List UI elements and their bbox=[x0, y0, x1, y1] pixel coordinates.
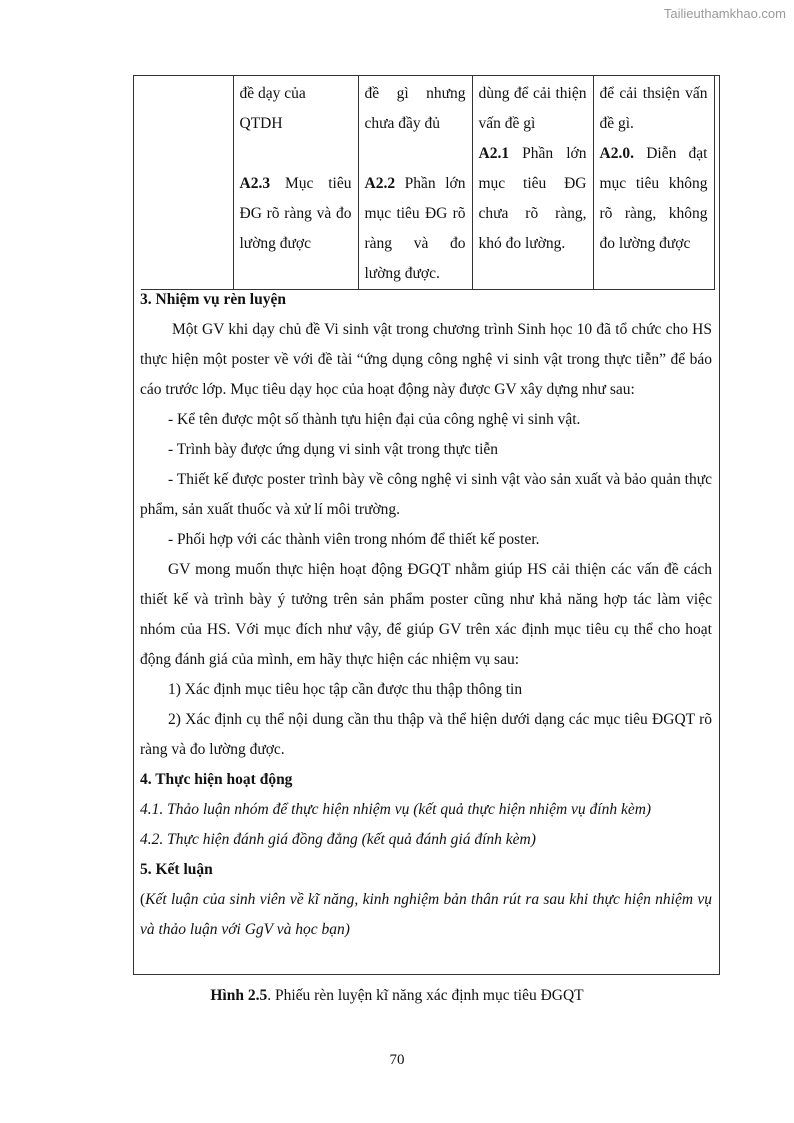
rubric-cell-a23 bbox=[233, 76, 358, 290]
page-number: 70 bbox=[389, 1052, 405, 1068]
section3-paragraph: GV mong muốn thực hiện hoạt động ĐGQT nhằm giúp HS cải thiện các vấn đề cách thiết kế và trình bày ý tưởng trên sản phẩm poster cũng như khả năng hợp tác làm việc nhóm của HS. Với mục đích như vậy, để giúp GV trên xác định mục tiêu cụ thể cho hoạt động đánh giá của mình, em hãy thực hiện các nhiệm vụ sau: bbox=[140, 561, 712, 668]
section5-heading: 5. Kết luận bbox=[140, 861, 213, 878]
rubric-row bbox=[141, 76, 714, 290]
rubric-level-label: A2.1 bbox=[478, 145, 510, 162]
worksheet-content bbox=[140, 285, 712, 945]
rubric-level-label: A2.0. bbox=[599, 145, 634, 162]
rubric-cell-text: đề dạy của bbox=[239, 85, 306, 102]
watermark: Tailieuthamkhao.com bbox=[663, 6, 786, 21]
rubric-level-desc: Diễn đạt mục tiêu không rõ ràng, không đo lường được bbox=[599, 145, 708, 252]
rubric-cell-text: đề gì nhưng chưa đầy đủ bbox=[364, 85, 466, 132]
rubric-table bbox=[141, 75, 715, 290]
rubric-level-desc: Mục tiêu ĐG rõ ràng và đo lường được bbox=[239, 175, 352, 252]
conclusion-body: Kết luận của sinh viên về kĩ năng, kinh nghiệm bản thân rút ra sau khi thực hiện nhiệm vụ và thảo luận với GgV và học bạn) bbox=[140, 891, 712, 938]
rubric-cell-text: để cải thsiện vấn đề gì. bbox=[599, 85, 708, 132]
figure-label: Hình 2.5 bbox=[210, 987, 268, 1004]
goal-item: - Phối hợp với các thành viên trong nhóm để thiết kế poster. bbox=[168, 531, 540, 548]
rubric-level-desc: Phần lớn mục tiêu ĐG rõ ràng và đo lường được. bbox=[364, 175, 466, 282]
rubric-empty-cell bbox=[141, 76, 233, 290]
rubric-level-desc: Phần lớn mục tiêu ĐG chưa rõ ràng, khó đo lường. bbox=[478, 145, 587, 252]
section3-heading: 3. Nhiệm vụ rèn luyện bbox=[140, 291, 286, 308]
section4-heading: 4. Thực hiện hoạt động bbox=[140, 771, 293, 788]
task-item: 1) Xác định mục tiêu học tập cần được thu thập thông tin bbox=[168, 681, 523, 698]
rubric-cell-text: dùng để cải thiện vấn đề gì bbox=[478, 85, 587, 132]
goal-item: - Kể tên được một số thành tựu hiện đại của công nghệ vi sinh vật. bbox=[168, 411, 581, 428]
rubric-level-label: A2.3 bbox=[239, 175, 271, 192]
rubric-level-label: A2.2 bbox=[364, 175, 396, 192]
activity-item: 4.2. Thực hiện đánh giá đồng đẳng (kết quả đánh giá đính kèm) bbox=[140, 831, 536, 848]
conclusion-text bbox=[140, 885, 712, 945]
rubric-cell-a20 bbox=[593, 76, 714, 290]
figure-title: . Phiếu rèn luyện kĩ năng xác định mục tiêu ĐGQT bbox=[267, 987, 584, 1004]
rubric-cell-a22 bbox=[358, 76, 472, 290]
task-item: 2) Xác định cụ thể nội dung cần thu thập và thể hiện dưới dạng các mục tiêu ĐGQT rõ ràng và đo lường được. bbox=[140, 711, 712, 758]
rubric-cell-a21 bbox=[472, 76, 593, 290]
figure-caption bbox=[0, 984, 794, 1008]
activity-item: 4.1. Thảo luận nhóm để thực hiện nhiệm vụ (kết quả thực hiện nhiệm vụ đính kèm) bbox=[140, 801, 652, 818]
goal-item: - Thiết kế được poster trình bày về công nghệ vi sinh vật vào sản xuất và bảo quản thực phẩm, sản xuất thuốc và xử lí môi trường. bbox=[140, 471, 712, 518]
rubric-cell-text: QTDH bbox=[239, 115, 283, 132]
conclusion-open-paren: ( bbox=[140, 891, 146, 908]
section3-intro: Một GV khi dạy chủ đề Vi sinh vật trong chương trình Sinh học 10 đã tổ chức cho HS thực hiện một poster về với đề tài “ứng dụng công nghệ vi sinh vật trong thực tiễn” để báo cáo trước lớp. Mục tiêu dạy học của hoạt động này được GV xây dựng như sau: bbox=[140, 321, 712, 398]
goal-item: - Trình bày được ứng dụng vi sinh vật trong thực tiễn bbox=[168, 441, 499, 458]
